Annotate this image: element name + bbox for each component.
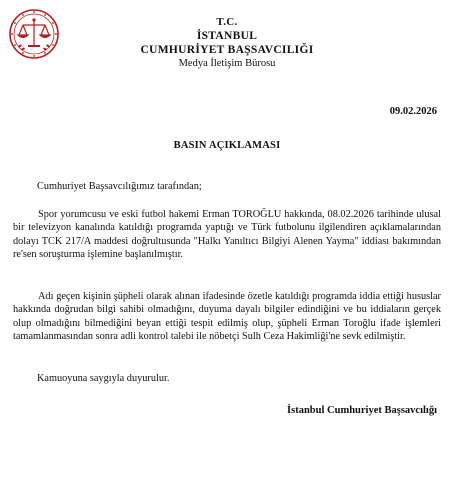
closing-line: Kamuoyuna saygıyla duyurulur. [37, 373, 170, 384]
header-city: İSTANBUL [196, 30, 258, 42]
salutation: Cumhuriyet Başsavcılığımız tarafından; [37, 181, 202, 192]
header-office: CUMHURİYET BAŞSAVCILIĞI [140, 44, 314, 56]
document-date: 09.02.2026 [389, 106, 437, 117]
header-tc: T.C. [216, 16, 238, 28]
document-title: BASIN AÇIKLAMASI [173, 140, 281, 151]
paragraph-2: Adı geçen kişinin şüpheli olarak alınan ifadesinde özetle katıldığı programda iddia ettiği hususlar hakkında doğrudan bilgi sahibi olmadığını, duyuma dayalı bilgiler edindiğini ve bu iddiaların gerçek olup olmadığını bilmediğini beyan ettiği tespit edilmiş olup, şüpheli Erman Toroğlu ifade işlemleri tamamlanmasından sonra adli kontrol talebi ile nöbetçi Sulh Ceza Hakimliği'ne sevk edilmiştir. [13, 291, 441, 342]
signature: İstanbul Cumhuriyet Başsavcılığı [287, 405, 437, 416]
paragraph-1: Spor yorumcusu ve eski futbol hakemi Erman TOROĞLU hakkında, 08.02.2026 tarihinde ulusal bir televizyon kanalında katıldığı programda yaptığı ve Türk futbolunu ilgilendiren açıklamalarından dolayı TCK 217/A maddesi doğrultusunda "Halkı Yanıltıcı Bilgiyi Alenen Yayma" iddiası bakımından re'sen soruşturma işlemine başlanılmıştır. [13, 209, 441, 260]
header-unit: Medya İletişim Bürosu [178, 58, 276, 69]
